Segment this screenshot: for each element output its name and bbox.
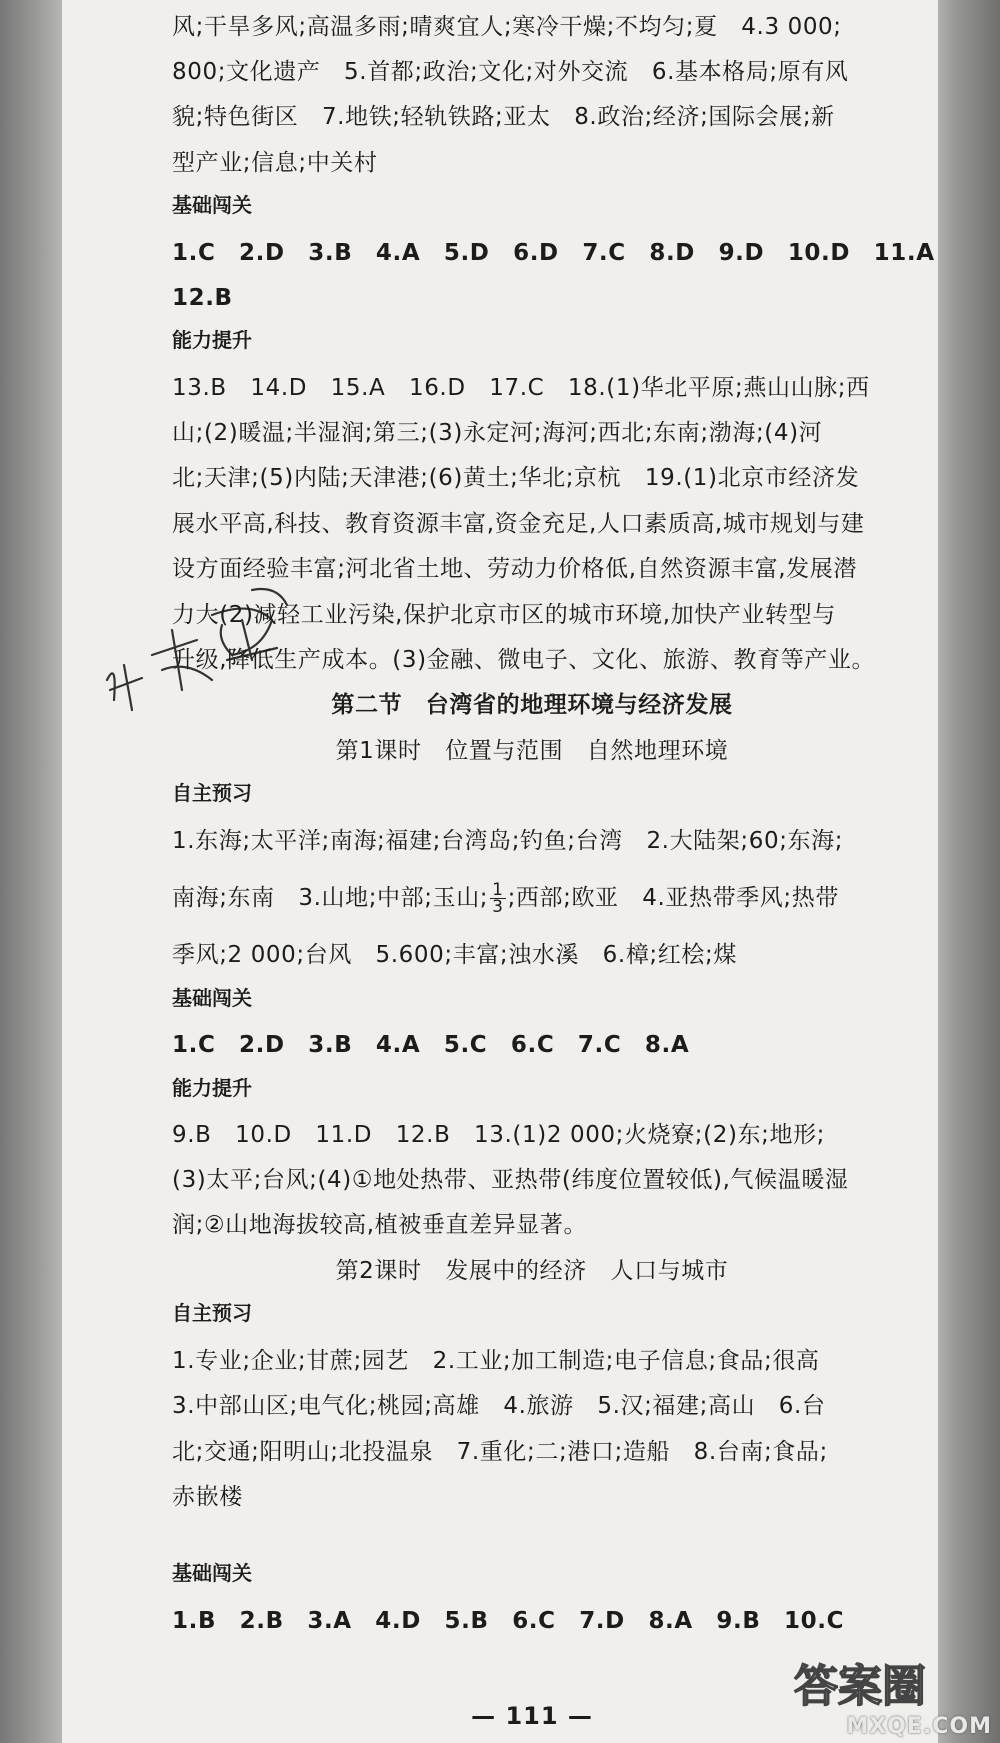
answer-line: 12.B <box>172 285 233 311</box>
fraction <box>490 882 505 915</box>
section-heading-ability: 能力提升 <box>172 328 252 352</box>
text-line: 升级,降低生产成本。(3)金融、微电子、文化、旅游、教育等产业。 <box>172 647 876 673</box>
text-line: 1.专业;企业;甘蔗;园艺 2.工业;加工制造;电子信息;食品;很高 <box>172 1348 820 1374</box>
watermark-logo <box>788 1655 978 1713</box>
text-line: 山;(2)暖温;半湿润;第三;(3)永定河;海河;西北;东南;渤海;(4)河 <box>172 420 823 446</box>
text-segment: ;西部;欧亚 4.亚热带季风;热带 <box>507 885 839 911</box>
text-line: 季风;2 000;台风 5.600;丰富;浊水溪 6.樟;红桧;煤 <box>172 942 737 968</box>
page-number: — 111 — <box>471 1702 593 1730</box>
text-line: 9.B 10.D 11.D 12.B 13.(1)2 000;火烧寮;(2)东;地形; <box>172 1122 826 1148</box>
text-line: (3)太平;台风;(4)①地处热带、亚热带(纬度位置较低),气候温暖湿 <box>172 1167 849 1193</box>
section-heading-preview: 自主预习 <box>172 1301 252 1325</box>
text-line: 北;交通;阳明山;北投温泉 7.重化;二;港口;造船 8.台南;食品; <box>172 1439 828 1465</box>
section-heading-preview: 自主预习 <box>172 781 252 805</box>
watermark-logo-text: 答案圈 <box>794 1661 926 1712</box>
lesson-title: 第1课时 位置与范围 自然地理环境 <box>335 738 729 764</box>
answer-page <box>62 0 938 1743</box>
answer-line: 1.C 2.D 3.B 4.A 5.D 6.D 7.C 8.D 9.D 10.D 11.A <box>172 240 935 266</box>
section-title: 第二节 台湾省的地理环境与经济发展 <box>331 692 733 718</box>
answer-line: 1.C 2.D 3.B 4.A 5.C 6.C 7.C 8.A <box>172 1032 690 1058</box>
fraction-numerator: 1 <box>492 880 504 900</box>
text-line: 北;天津;(5)内陆;天津港;(6)黄土;华北;京杭 19.(1)北京市经济发 <box>172 465 860 491</box>
text-line: 润;②山地海拔较高,植被垂直差异显著。 <box>172 1212 588 1238</box>
fraction-denominator: 3 <box>492 897 504 917</box>
text-line: 貌;特色街区 7.地铁;轻轨铁路;亚太 8.政治;经济;国际会展;新 <box>172 104 835 130</box>
text-line: 设方面经验丰富;河北省土地、劳动力价格低,自然资源丰富,发展潜 <box>172 556 857 582</box>
text-line: 风;干旱多风;高温多雨;晴爽宜人;寒冷干燥;不均匀;夏 4.3 000; <box>172 14 842 40</box>
scan-edge-right <box>938 0 1000 1743</box>
section-heading-basic: 基础闯关 <box>172 1561 252 1585</box>
text-line: 13.B 14.D 15.A 16.D 17.C 18.(1)华北平原;燕山山脉;西 <box>172 375 870 401</box>
text-line: 1.东海;太平洋;南海;福建;台湾岛;钓鱼;台湾 2.大陆架;60;东海; <box>172 828 844 854</box>
site-watermark <box>772 1655 992 1739</box>
text-line: 展水平高,科技、教育资源丰富,资金充足,人口素质高,城市规划与建 <box>172 511 865 537</box>
watermark-url: MXQE.COM <box>846 1714 992 1739</box>
section-heading-basic: 基础闯关 <box>172 193 252 217</box>
text-line: 力大(2)减轻工业污染,保护北京市区的城市环境,加快产业转型与 <box>172 602 836 628</box>
text-line: 800;文化遗产 5.首都;政治;文化;对外交流 6.基本格局;原有风 <box>172 59 849 85</box>
lesson-title: 第2课时 发展中的经济 人口与城市 <box>335 1258 729 1284</box>
section-heading-basic: 基础闯关 <box>172 986 252 1010</box>
text-line: 3.中部山区;电气化;桃园;高雄 4.旅游 5.汉;福建;高山 6.台 <box>172 1393 826 1419</box>
section-heading-ability: 能力提升 <box>172 1076 252 1100</box>
text-line: 型产业;信息;中关村 <box>172 150 378 176</box>
text-line: 赤嵌楼 <box>172 1484 243 1510</box>
text-line-with-fraction <box>172 882 839 915</box>
answer-line: 1.B 2.B 3.A 4.D 5.B 6.C 7.D 8.A 9.B 10.C <box>172 1608 845 1634</box>
text-segment: 南海;东南 3.山地;中部;玉山; <box>172 885 489 911</box>
scan-edge-left <box>0 0 62 1743</box>
